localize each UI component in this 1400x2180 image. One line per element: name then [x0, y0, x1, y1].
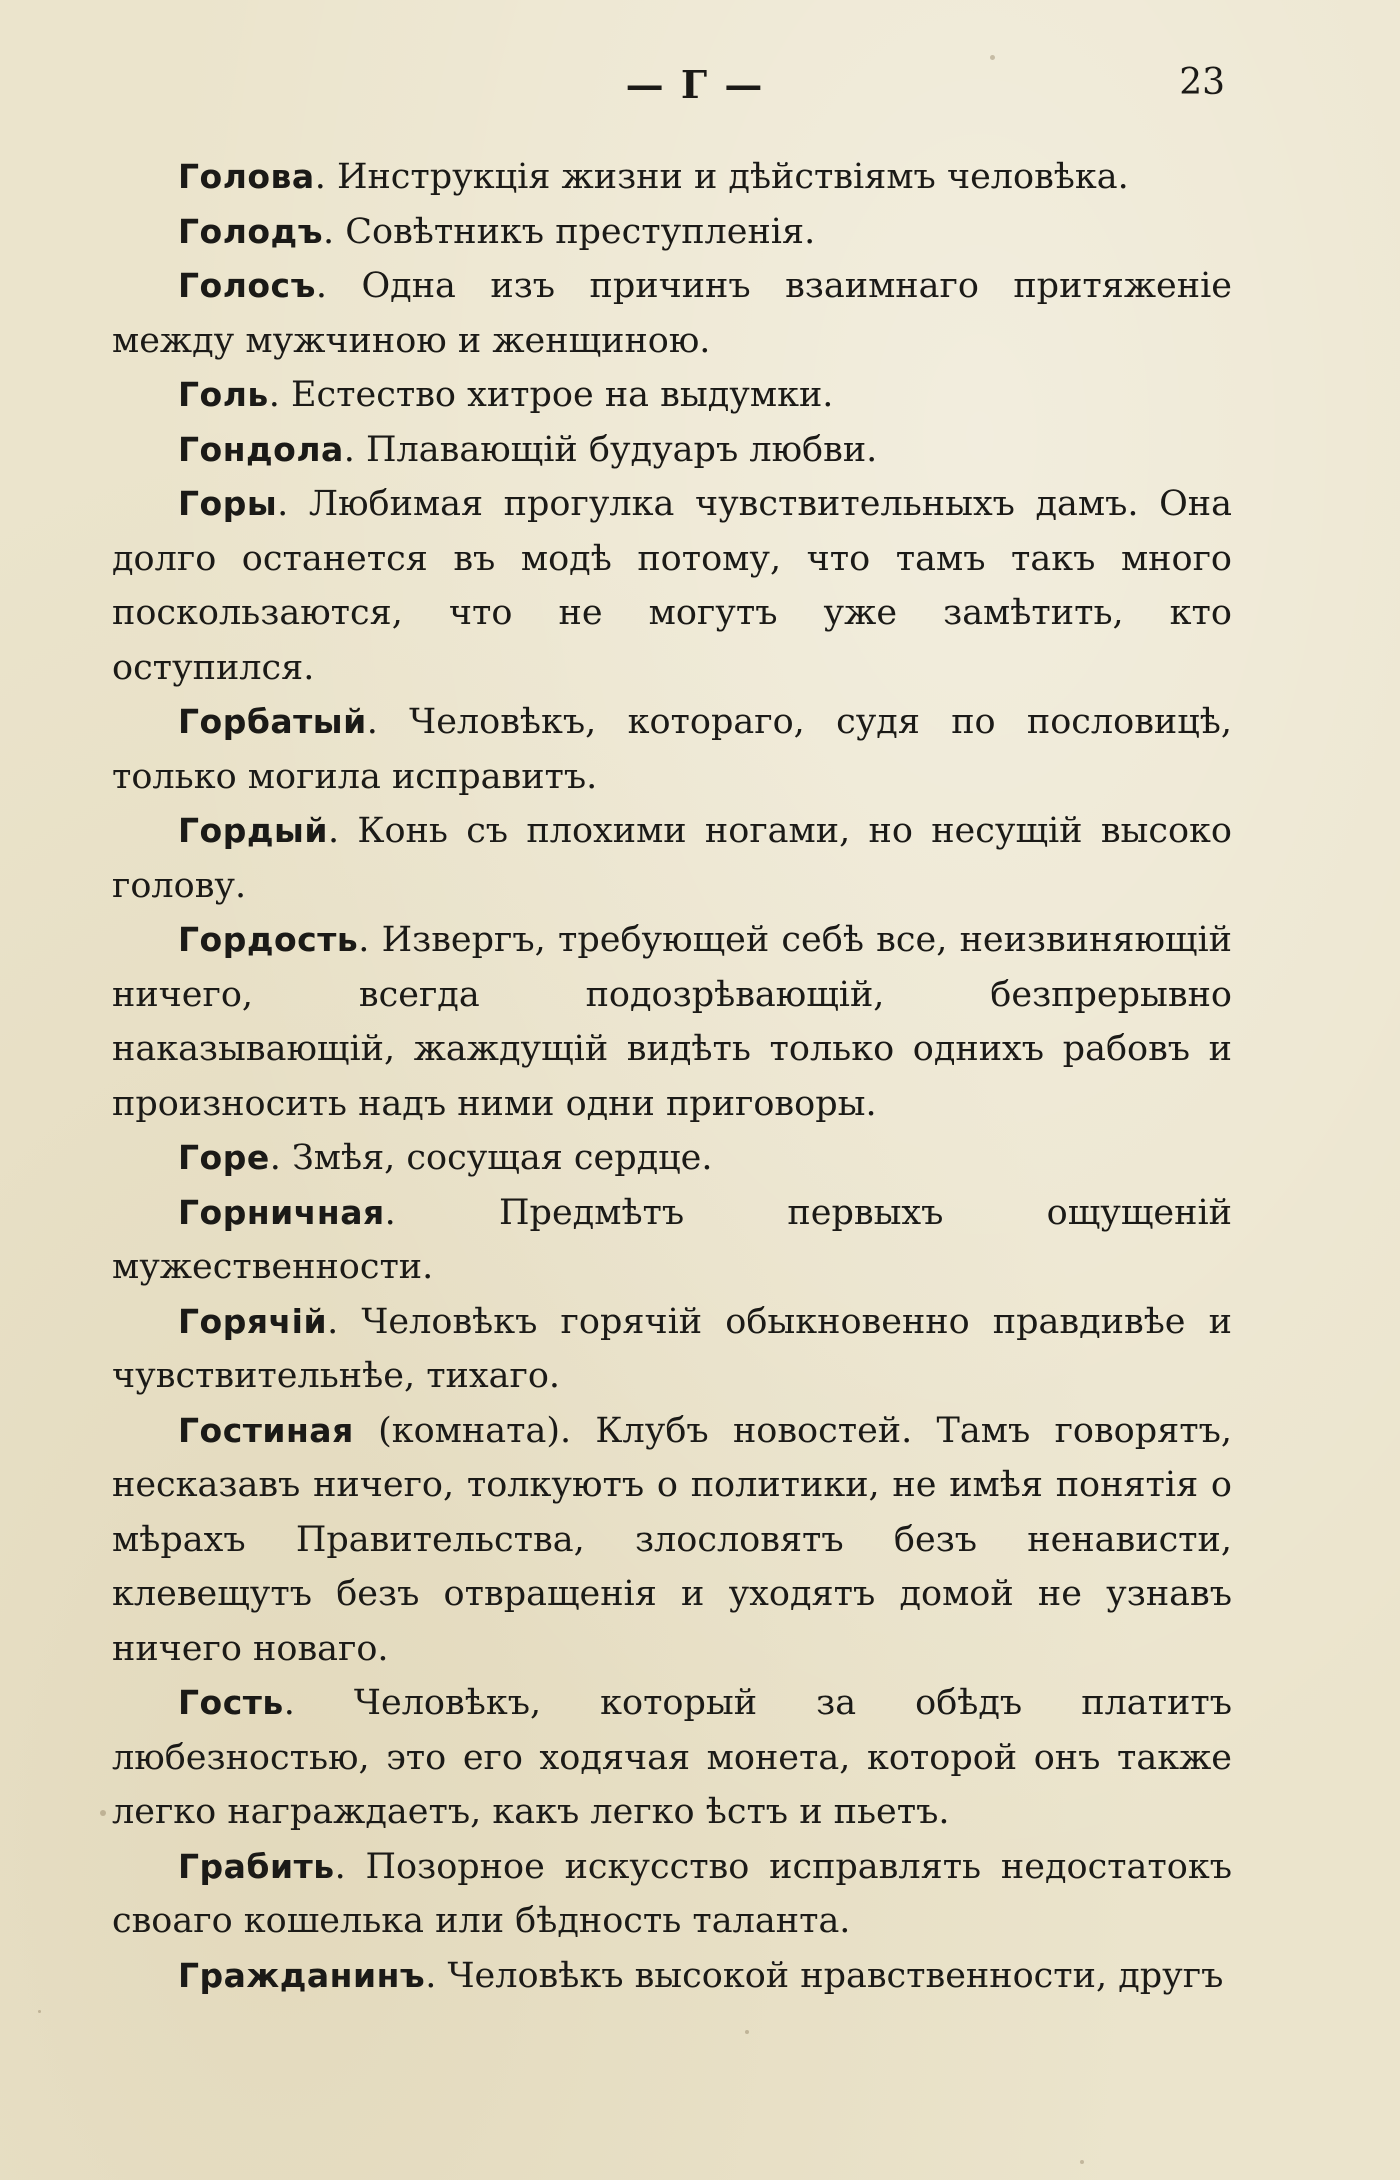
entry-goryachy	[112, 1295, 1232, 1404]
headword: Гордый	[178, 811, 328, 850]
entry-gore	[112, 1131, 1232, 1186]
paper-speck	[745, 2030, 749, 2034]
entry-grazhdanin	[112, 1949, 1232, 2004]
definition: . Человѣкъ горячій обыкновенно правдивѣе и чувствительнѣе, тихаго.	[112, 1301, 1232, 1396]
entry-gol	[112, 368, 1232, 423]
headword: Голова	[178, 157, 315, 196]
headword: Горячій	[178, 1301, 328, 1341]
headword: Гондола	[178, 429, 344, 469]
headword: Горничная	[178, 1192, 385, 1232]
entry-gordy	[112, 804, 1232, 913]
headword: Гордость	[178, 920, 359, 959]
entry-gornichnaya	[112, 1186, 1232, 1295]
entry-gondola	[112, 423, 1232, 478]
entry-gost	[112, 1676, 1232, 1840]
paper-speck	[100, 1810, 106, 1816]
headword: Гостиная	[178, 1410, 354, 1450]
paper-speck	[38, 2010, 41, 2013]
entry-gordost	[112, 913, 1232, 1131]
entry-gory	[112, 477, 1232, 695]
definition: . Извергъ, требующей себѣ все, неизвиняющій ничего, всегда подозрѣвающій, безпрерывно наказывающій, жаждущій видѣть только однихъ рабовъ и произносить надъ ними одни приговоры.	[112, 920, 1232, 1124]
definition: . Одна изъ причинъ взаимнаго притяженіе между мужчиною и женщиною.	[112, 266, 1232, 361]
headword: Голодъ	[178, 211, 323, 251]
entry-gorbaty	[112, 695, 1232, 804]
definition: . Плавающій будуаръ любви.	[343, 429, 878, 470]
paper-speck	[990, 55, 995, 60]
entry-golos	[112, 259, 1232, 368]
definition: . Естество хитрое на выдумки.	[268, 375, 834, 415]
headword: Гражданинъ	[178, 1955, 426, 1995]
definition: . Предмѣтъ первыхъ ощущеній мужественности.	[112, 1192, 1232, 1287]
entry-gostinaya	[112, 1404, 1232, 1677]
entry-grabit	[112, 1840, 1232, 1949]
dictionary-text	[112, 150, 1232, 2003]
definition: . Инструкція жизни и дѣйствіямъ человѣка.	[314, 157, 1129, 197]
definition: (комната). Клубъ новостей. Тамъ говорятъ, несказавъ ничего, толкуютъ о политики, не имѣя понятія о мѣрахъ Правительства, злословятъ безъ ненависти, клевещутъ безъ отвращенія и уходятъ домой не узнавъ ничего новаго.	[112, 1410, 1232, 1669]
headword: Горы	[178, 484, 278, 523]
headword: Голосъ	[178, 266, 316, 305]
page-number: 23	[1179, 62, 1225, 103]
headword: Голь	[178, 375, 269, 414]
entry-golod	[112, 205, 1232, 260]
section-letter: — Г —	[625, 62, 765, 107]
definition: . Змѣя, сосущая сердце.	[269, 1138, 713, 1178]
definition: . Любимая прогулка чувствительныхъ дамъ. Она долго останется въ модѣ потому, что тамъ такъ много поскользаются, что не могутъ уже замѣтить, кто оступился.	[112, 484, 1232, 688]
definition: . Конь съ плохими ногами, но несущій высоко голову.	[112, 811, 1232, 906]
definition: . Позорное искусство исправлять недостатокъ своаго кошелька или бѣдность таланта.	[112, 1846, 1232, 1941]
headword: Горбатый	[178, 702, 367, 741]
entry-golova	[112, 150, 1232, 205]
definition: . Человѣкъ, который за обѣдъ платитъ любезностью, это его ходячая монета, которой онъ также легко награждаетъ, какъ легко ѣстъ и пьетъ.	[112, 1683, 1232, 1832]
definition: . Совѣтникъ преступленія.	[323, 211, 816, 252]
headword: Грабить	[178, 1846, 335, 1886]
headword: Гость	[178, 1683, 284, 1722]
running-head	[0, 62, 1400, 122]
paper-speck	[1080, 2160, 1084, 2164]
definition: . Человѣкъ, котораго, судя по пословицѣ, только могила исправитъ.	[112, 702, 1232, 797]
definition: . Человѣкъ высокой нравственности, другъ	[425, 1955, 1224, 1996]
headword: Горе	[178, 1138, 270, 1177]
